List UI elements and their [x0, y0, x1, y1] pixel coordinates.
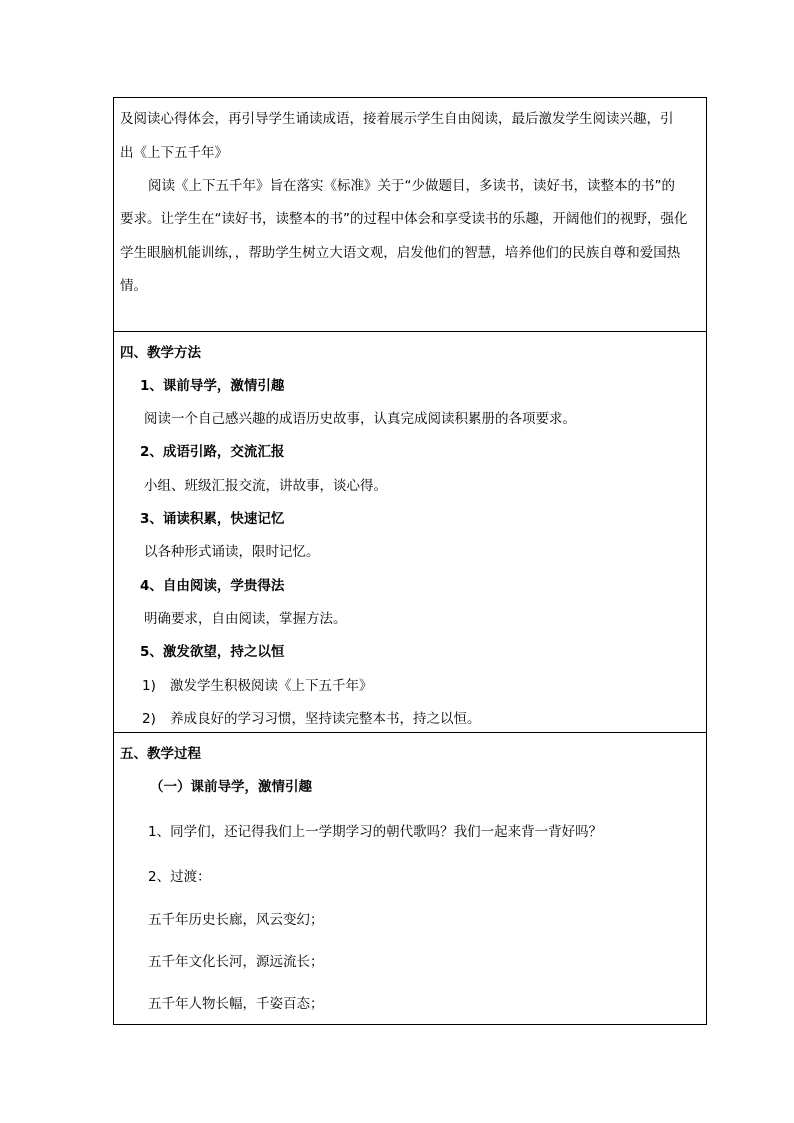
method-3-title: 3、诵读积累，快速记忆 [140, 511, 285, 527]
method-5-title: 5、激发欲望，持之以恒 [140, 644, 285, 660]
intro-cell [114, 98, 706, 331]
process-paragraph-2: 2、过渡： [148, 869, 211, 885]
process-cell [114, 732, 706, 1026]
intro-line-4: 要求。让学生在“读好书，读整本的书”的过程中体会和享受读书的乐趣，开阔他们的视野，强化 [120, 211, 688, 227]
method-5-sub-2-text: 养成良好的学习习惯，坚持读完整本书，持之以恒。 [170, 711, 481, 727]
process-paragraph-1: 1、同学们，还记得我们上一学期学习的朝代歌吗？我们一起来背一背好吗？ [148, 824, 603, 840]
process-heading: 五、教学过程 [120, 746, 201, 762]
methods-cell [114, 331, 706, 732]
method-4-text: 明确要求，自由阅读，掌握方法。 [144, 611, 347, 627]
intro-line-3: 阅读《上下五千年》旨在落实《标准》关于“少做题目，多读书，读好书，读整本的书”的 [148, 178, 675, 194]
process-paragraph-5: 五千年人物长幅，千姿百态； [148, 996, 324, 1012]
method-5-sub-1-num: 1) [142, 678, 156, 694]
process-paragraph-4: 五千年文化长河，源远流长； [148, 954, 324, 970]
intro-line-2: 出《上下五千年》 [120, 145, 228, 161]
method-1-text: 阅读一个自己感兴趣的成语历史故事，认真完成阅读积累册的各项要求。 [144, 411, 576, 427]
intro-line-5: 学生眼脑机能训练，，帮助学生树立大语文观，启发他们的智慧，培养他们的民族自尊和爱国热 [120, 245, 681, 261]
method-1-title: 1、课前导学，激情引趣 [140, 378, 285, 394]
method-5-sub-1-text: 激发学生积极阅读《上下五千年》 [170, 678, 373, 694]
process-subheading: （一）课前导学，激情引趣 [150, 779, 312, 795]
method-5-sub-2-num: 2) [142, 711, 156, 727]
intro-line-1: 及阅读心得体会，再引导学生诵读成语，接着展示学生自由阅读，最后激发学生阅读兴趣，引 [120, 111, 674, 127]
method-3-text: 以各种形式诵读，限时记忆。 [144, 544, 320, 560]
intro-line-6: 情。 [120, 278, 147, 294]
method-2-title: 2、成语引路，交流汇报 [140, 444, 285, 460]
process-paragraph-3: 五千年历史长廊，风云变幻； [148, 912, 324, 928]
lesson-plan-table [113, 97, 707, 1025]
methods-heading: 四、教学方法 [120, 345, 201, 361]
method-4-title: 4、自由阅读，学贵得法 [140, 578, 285, 594]
method-2-text: 小组、班级汇报交流，讲故事，谈心得。 [144, 478, 387, 494]
